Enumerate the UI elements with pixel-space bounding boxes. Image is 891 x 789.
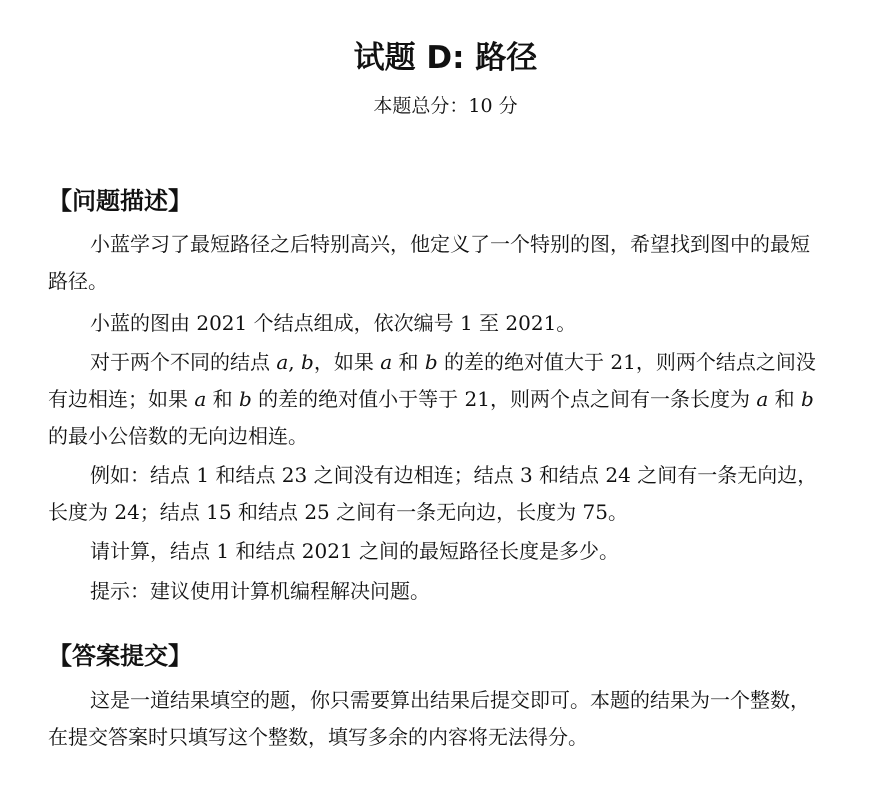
text-segment: 和	[206, 387, 240, 411]
text-segment: ，如果	[313, 350, 381, 374]
paragraph-example: 例如：结点 1 和结点 23 之间没有边相连；结点 3 和结点 24 之间有一条无向边，长度为 24；结点 15 和结点 25 之间有一条无向边，长度为 75。	[48, 463, 818, 524]
score-line: 本题总分：10 分	[373, 95, 518, 117]
variable-a: a	[276, 350, 289, 374]
variable-a: a	[194, 387, 207, 411]
text-segment: 的差的绝对值大于 21，则两个结点之间没有边相连；如果	[48, 350, 816, 411]
problem-title: 试题 D: 路径	[353, 40, 538, 76]
variable-b: b	[239, 387, 252, 411]
paragraph-intro: 小蓝学习了最短路径之后特别高兴，他定义了一个特别的图，希望找到图中的最短路径。	[48, 232, 810, 293]
variable-a: a	[756, 387, 769, 411]
paragraph-graph-size: 小蓝的图由 2021 个结点组成，依次编号 1 至 2021。	[90, 311, 577, 335]
paragraph-edge-rule	[48, 344, 828, 455]
text-segment: 的最小公倍数的无向边相连。	[48, 424, 308, 448]
paragraph-hint: 提示：建议使用计算机编程解决问题。	[90, 579, 430, 603]
variable-b: b	[424, 350, 438, 374]
variable-b: b	[801, 387, 814, 411]
variable-b: b	[301, 350, 314, 374]
text-segment: ,	[288, 350, 302, 374]
text-segment: 和	[392, 350, 425, 374]
text-segment: 对于两个不同的结点	[90, 350, 277, 374]
paragraph-answer-instructions: 这是一道结果填空的题，你只需要算出结果后提交即可。本题的结果为一个整数，在提交答案时只填写这个整数，填写多余的内容将无法得分。	[48, 688, 810, 749]
section-heading-answer: 【答案提交】	[48, 642, 192, 670]
paragraph-question: 请计算，结点 1 和结点 2021 之间的最短路径长度是多少。	[90, 539, 620, 563]
section-heading-problem: 【问题描述】	[48, 187, 192, 215]
text-segment: 的差的绝对值小于等于 21，则两个点之间有一条长度为	[251, 387, 757, 411]
variable-a: a	[380, 350, 393, 374]
text-segment: 和	[768, 387, 802, 411]
